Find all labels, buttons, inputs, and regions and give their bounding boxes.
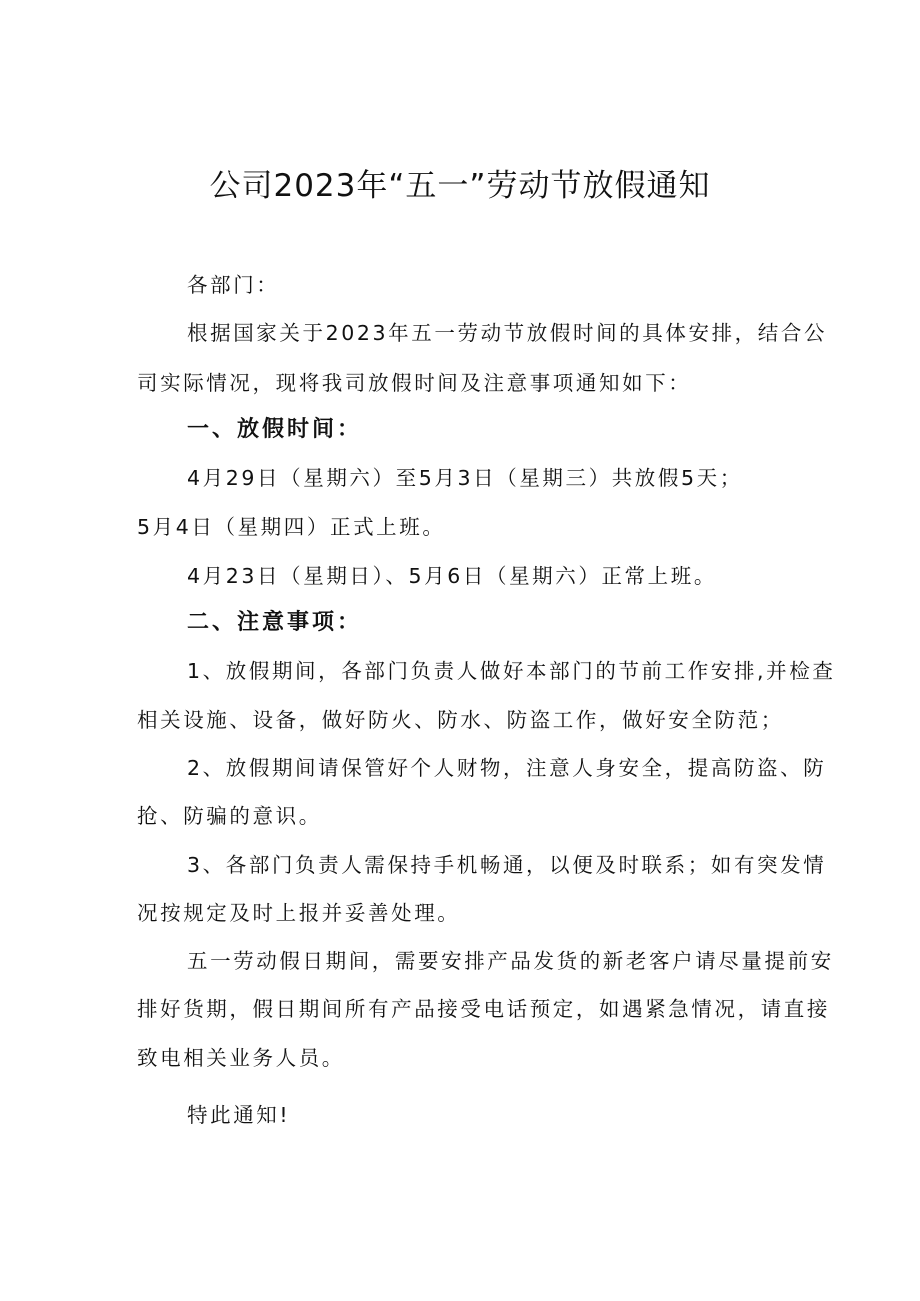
document-title: 公司2023年“五一”劳动节放假通知 [209,168,711,204]
sign-off: 特此通知! [187,1103,291,1127]
section-1-heading: 一、放假时间： [187,417,363,442]
section-1-line-2: 5月4日（星期四）正式上班。 [137,515,446,539]
intro-line-1: 根据国家关于2023年五一劳动节放假时间的具体安排，结合公 [187,321,828,345]
notice-item-1-line-2: 相关设施、设备，做好防火、防水、防盗工作，做好安全防范； [137,708,784,732]
closing-para-line-3: 致电相关业务人员。 [137,1046,345,1070]
notice-item-1-line-1: 1、放假期间，各部门负责人做好本部门的节前工作安排,并检查 [187,659,836,683]
salutation: 各部门： [187,273,280,297]
section-1-line-3: 4月23日（星期日）、5月6日（星期六）正常上班。 [187,564,717,588]
notice-item-2-line-2: 抢、防骗的意识。 [137,804,322,828]
closing-para-line-2: 排好货期，假日期间所有产品接受电话预定，如遇紧急情况，请直接 [137,997,830,1021]
notice-item-3-line-2: 况按规定及时上报并妥善处理。 [137,901,461,925]
notice-item-3-line-1: 3、各部门负责人需保持手机畅通，以便及时联系；如有突发情 [187,853,827,877]
intro-line-2: 司实际情况，现将我司放假时间及注意事项通知如下： [137,371,692,395]
section-2-heading: 二、注意事项： [187,610,363,635]
notice-item-2-line-1: 2、放假期间请保管好个人财物，注意人身安全，提高防盗、防 [187,756,827,780]
closing-para-line-1: 五一劳动假日期间，需要安排产品发货的新老客户请尽量提前安 [187,949,834,973]
section-1-line-1: 4月29日（星期六）至5月3日（星期三）共放假5天； [187,466,743,490]
